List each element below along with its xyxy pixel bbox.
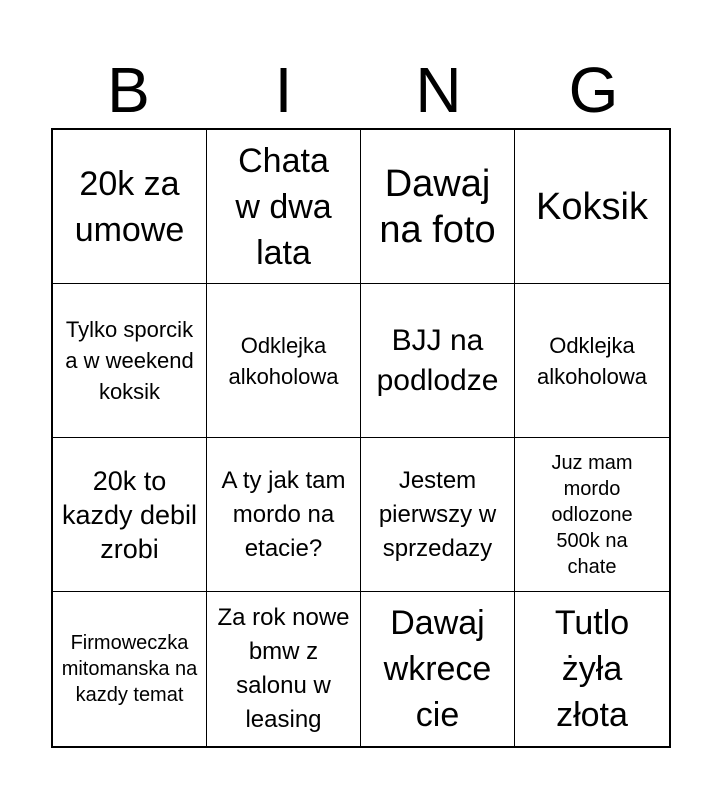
bingo-cell-r3-c2[interactable]	[207, 438, 361, 592]
cell-text: Firmoweczka mitomanska na kazdy temat	[61, 632, 198, 706]
cell-text: Koksik	[536, 185, 648, 228]
bingo-cell-r1-c1[interactable]	[53, 130, 207, 284]
bingo-cell-r2-c2[interactable]	[207, 284, 361, 438]
bingo-cell-r1-c4[interactable]	[515, 130, 669, 284]
header-letter-b: B	[107, 54, 150, 126]
cell-text: Juz mam mordo odlozone 500k na chate	[551, 451, 633, 578]
cell-text: Dawaj na foto	[379, 162, 496, 251]
header-letter-n: N	[415, 54, 462, 126]
cell-text: Tylko sporcik a w weekend koksik	[65, 317, 194, 404]
header-letter-g: G	[568, 54, 619, 126]
bingo-cell-r1-c2[interactable]	[207, 130, 361, 284]
cell-text: Jestem pierwszy w sprzedazy	[378, 466, 497, 562]
bingo-cell-r3-c3[interactable]	[361, 438, 515, 592]
cell-text: Chata w dwa lata	[235, 141, 332, 272]
cell-text: Tutlo żyła złota	[554, 604, 630, 734]
cell-text: Odklejka alkoholowa	[228, 332, 339, 389]
bingo-cell-r2-c4[interactable]	[515, 284, 669, 438]
bingo-cell-r3-c4[interactable]	[515, 438, 669, 592]
cell-text: 20k za umowe	[74, 164, 185, 249]
cell-text: Odklejka alkoholowa	[536, 332, 648, 389]
bingo-header	[51, 52, 671, 128]
cell-text: 20k to kazdy debil zrobi	[61, 465, 198, 564]
cell-text: A ty jak tam mordo na etacie?	[221, 466, 346, 562]
bingo-cell-r4-c4[interactable]	[515, 592, 669, 746]
bingo-cell-r2-c1[interactable]	[53, 284, 207, 438]
bingo-cell-r2-c3[interactable]	[361, 284, 515, 438]
bingo-cell-r4-c3[interactable]	[361, 592, 515, 746]
cell-text: Dawaj wkrece cie	[383, 604, 492, 734]
header-letter-i: I	[274, 54, 293, 126]
bingo-cell-r3-c1[interactable]	[53, 438, 207, 592]
cell-text: Za rok nowe bmw z salonu w leasing	[217, 604, 350, 733]
bingo-grid	[51, 128, 671, 748]
bingo-cell-r4-c1[interactable]	[53, 592, 207, 746]
bingo-cell-r4-c2[interactable]	[207, 592, 361, 746]
bingo-cell-r1-c3[interactable]	[361, 130, 515, 284]
cell-text: BJJ na podlodze	[376, 323, 499, 397]
